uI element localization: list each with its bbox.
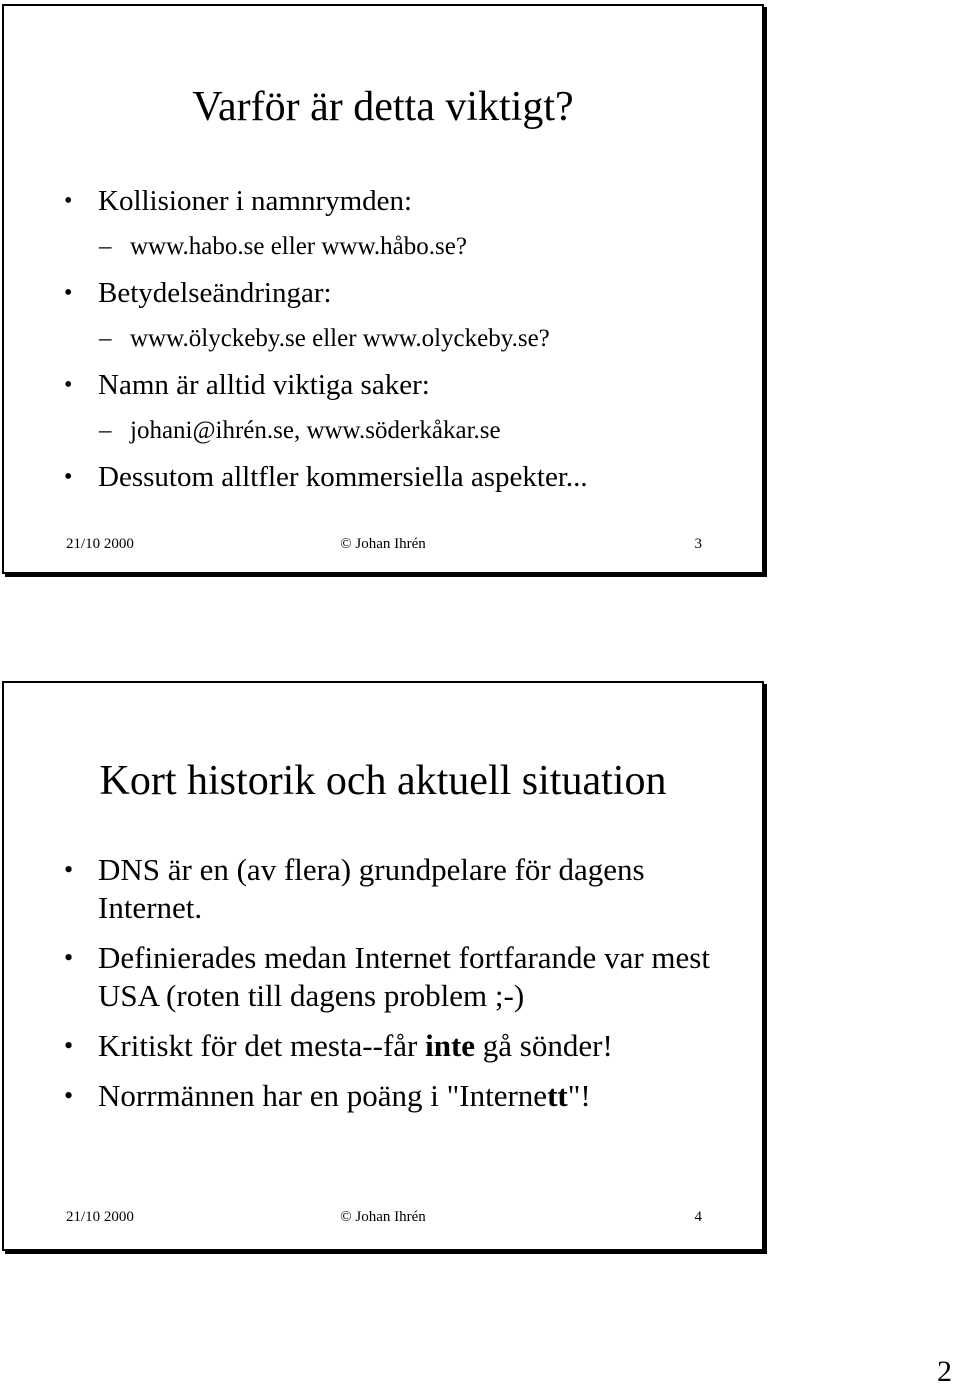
- bullet-item: [64, 939, 742, 1015]
- page-number: 2: [937, 1355, 952, 1388]
- bullet-list: [64, 851, 742, 1127]
- bullet-icon: •: [64, 1031, 74, 1060]
- bullet-icon: •: [64, 280, 73, 306]
- bullet-text: Kollisioner i namnrymden:: [98, 185, 413, 217]
- bullet-icon: •: [64, 464, 73, 490]
- bullet-icon: •: [64, 372, 73, 398]
- bullet-icon: •: [64, 188, 73, 214]
- bullet-text-end: gå sönder!: [475, 1028, 613, 1063]
- dash-icon: –: [99, 325, 112, 352]
- bullet-icon: •: [64, 1081, 74, 1110]
- slide-1: [2, 4, 764, 574]
- sub-item-text: johani@ihrén.se, www.söderkåkar.se: [130, 417, 501, 444]
- bullet-text-emphasis: inte: [425, 1028, 476, 1063]
- slide-footer: [4, 532, 762, 556]
- sub-item: [64, 224, 742, 270]
- sub-item-text: www.ölyckeby.se eller www.olyckeby.se?: [130, 325, 550, 352]
- bullet-text: Namn är alltid viktiga saker:: [98, 369, 430, 401]
- footer-slide-number: 4: [694, 1209, 702, 1225]
- sub-item: [64, 408, 742, 454]
- footer-slide-number: 3: [694, 536, 702, 552]
- bullet-item: [64, 270, 742, 316]
- bullet-item: [64, 454, 742, 500]
- footer-date: 21/10 2000: [66, 1209, 134, 1225]
- dash-icon: –: [99, 233, 112, 260]
- slide-footer: [4, 1205, 762, 1229]
- slide-title: Kort historik och aktuell situation: [99, 758, 667, 804]
- footer-copyright: © Johan Ihrén: [340, 1209, 426, 1225]
- bullet-item: [64, 851, 742, 927]
- bullet-item: [64, 1027, 742, 1065]
- footer-copyright: © Johan Ihrén: [340, 536, 426, 552]
- bullet-icon: •: [64, 943, 74, 972]
- bullet-text: Dessutom alltfler kommersiella aspekter...: [98, 461, 588, 493]
- bullet-item: [64, 178, 742, 224]
- bullet-text: Betydelseändringar:: [98, 277, 332, 309]
- bullet-list: [64, 178, 742, 500]
- bullet-text-emphasis: tt: [547, 1078, 568, 1113]
- bullet-icon: •: [64, 855, 74, 884]
- bullet-text-end: "!: [567, 1078, 591, 1113]
- slide-2: [2, 681, 764, 1251]
- bullet-text: Definierades medan Internet fortfarande var mest USA (roten till dagens problem ;-): [98, 940, 710, 1013]
- sub-item-text: www.habo.se eller www.håbo.se?: [130, 233, 467, 260]
- bullet-text-start: Kritiskt för det mesta--får: [98, 1028, 426, 1063]
- dash-icon: –: [99, 417, 112, 444]
- bullet-item: [64, 362, 742, 408]
- footer-date: 21/10 2000: [66, 536, 134, 552]
- sub-item: [64, 316, 742, 362]
- bullet-text-start: Norrmännen har en poäng i "Interne: [98, 1078, 548, 1113]
- bullet-item: [64, 1077, 742, 1115]
- slide-title: Varför är detta viktigt?: [192, 84, 574, 130]
- bullet-text: DNS är en (av flera) grundpelare för dagens Internet.: [98, 852, 645, 925]
